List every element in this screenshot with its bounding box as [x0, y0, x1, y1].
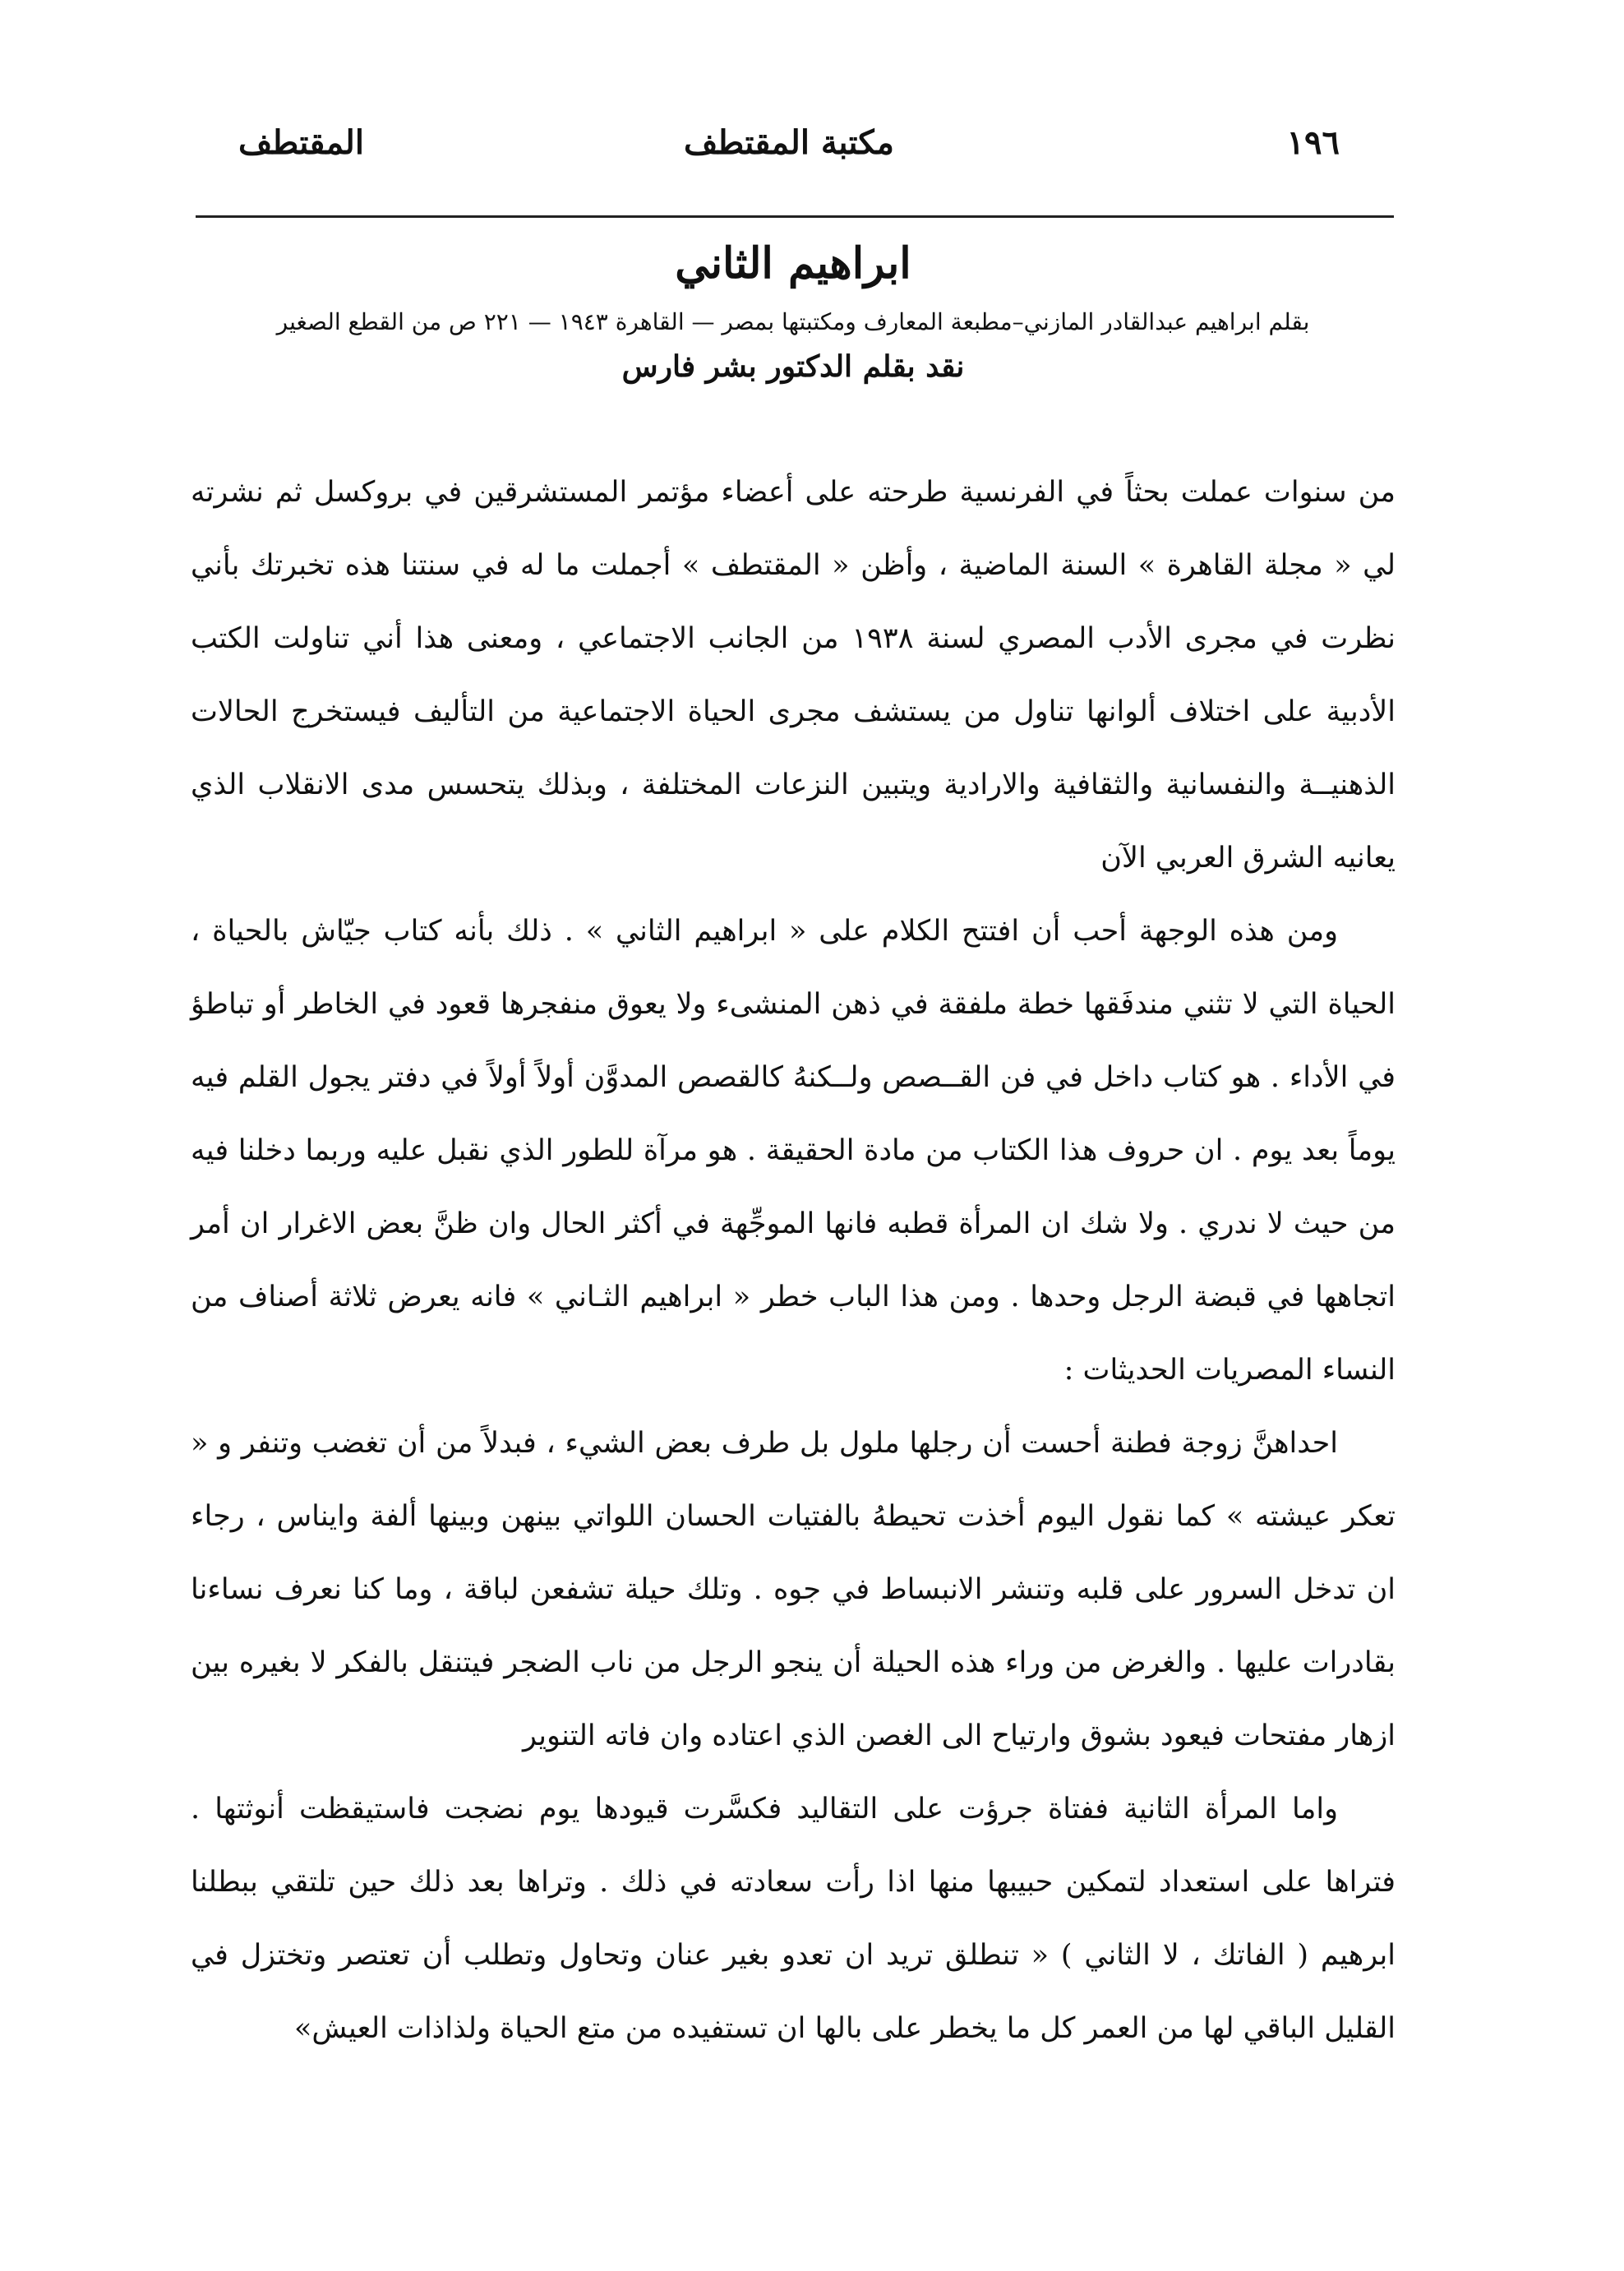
section-title: مكتبة المقتطف: [684, 123, 894, 162]
header-divider: [196, 215, 1394, 218]
review-body: [191, 456, 1396, 2066]
paragraph: من سنوات عملت بحثاً في الفرنسية طرحته على أعضاء مؤتمر المستشرقين في بروكسل ثم نشرته لي « مجلة القاهرة » السنة الماضية ، وأظن « المقتطف » أجملت ما له في سنتنا هذه تخبرتك بأني نظرت في مجرى الأدب المصري لسنة ١٩٣٨ من الجانب الاجتماعي ، ومعنى هذا أني تناولت الكتب الأدبية على اختلاف ألوانها تناول من يستشف مجرى الحياة الاجتماعية من التأليف فيستخرج الحالات الذهنيــة والنفسانية والثقافية والارادية ويتبين النزعات المختلفة ، وبذلك يتحسس مدى الانقلاب الذي يعانيه الشرق العربي الآن: [191, 476, 1396, 875]
paragraph: ومن هذه الوجهة أحب أن افتتح الكلام على « ابراهيم الثاني » . ذلك بأنه كتاب جيّاش بالحياة ، الحياة التي لا تثني مندفَقها خطة ملفقة في ذهن المنشىء ولا يعوق منفجرها قعود في الخاطر أو تباطؤ في الأداء . هو كتاب داخل في فن القــصص ولــكنهُ كالقصص المدوَّن أولاً أولاً في دفتر يجول القلم فيه يوماً بعد يوم . ان حروف هذا الكتاب من مادة الحقيقة . هو مرآة للطور الذي نقبل عليه وربما دخلنا فيه من حيث لا ندري . ولا شك ان المرأة قطبه فانها الموجِّهة في أكثر الحال وان ظنَّ بعض الاغرار ان أمر اتجاهها في قبضة الرجل وحدها . ومن هذا الباب خطر « ابراهيم الثـاني » فانه يعرض ثلاثة أصناف من النساء المصريات الحديثات :: [191, 915, 1396, 1387]
paragraph: احداهنَّ زوجة فطنة أحست أن رجلها ملول بل طرف بعض الشيء ، فبدلاً من أن تغضب وتنفر و « تعكر عيشته » كما نقول اليوم أخذت تحيطهُ بالفتيات الحسان اللواتي بينهن وبينها ألفة وايناس ، رجاء ان تدخل السرور على قلبه وتنشر الانبساط في جوه . وتلك حيلة تشفعن لباقة ، وما كنا نعرف نساءنا بقادرات عليها . والغرض من وراء هذه الحيلة أن ينجو الرجل من ناب الضجر فيتنقل بالفكر لا بغيره بين ازهار مفتحات فيعود بشوق وارتياح الى الغصن الذي اعتاده وان فاته التنوير: [191, 1427, 1396, 1752]
critic-byline: نقد بقلم الدكتور بشر فارس: [621, 348, 965, 384]
review-heading: [191, 238, 1396, 386]
book-publication-info: بقلم ابراهيم عبدالقادر المازني–مطبعة المعارف ومكتبتها بمصر — القاهرة ١٩٤٣ — ٢٢١ ص من القطع الصغير: [276, 308, 1310, 336]
book-title: ابراهيم الثاني: [675, 238, 911, 288]
running-header: [238, 123, 1340, 181]
paragraph: واما المرأة الثانية ففتاة جرؤت على التقاليد فكسَّرت قيودها يوم نضجت فاستيقظت أنوثتها . فتراها على استعداد لتمكين حبيبها منها اذا رأت سعادته في ذلك . وتراها بعد ذلك حين تلتقي ببطلنا ابرهيم ( الفاتك ، لا الثاني ) « تنطلق تريد ان تعدو بغير عنان وتحاول وتطلب أن تعتصر وتختزل في القليل الباقي لها من العمر كل ما يخطر على بالها ان تستفيده من متع الحياة ولذاذات العيش»: [191, 1793, 1396, 2045]
journal-title: المقتطف: [238, 123, 364, 162]
page-number: ١٩٦: [1286, 123, 1340, 162]
